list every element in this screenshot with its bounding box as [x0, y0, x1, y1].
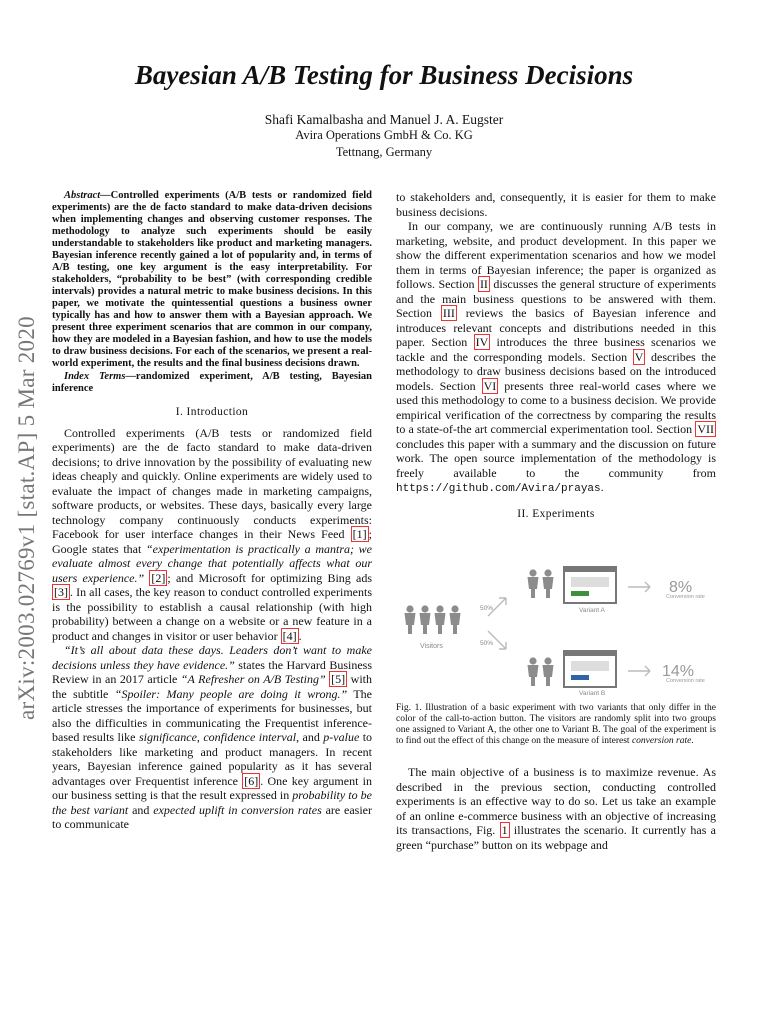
section-link[interactable]: VII: [697, 422, 714, 436]
arrow-right-icon: [628, 582, 650, 592]
abstract: [52, 190, 372, 370]
citation-link[interactable]: [3]: [54, 585, 68, 599]
abstract-text: —Controlled experiments (A/B tests or randomized field experiments) are the de facto standard to make data-driven decisions when implementing changes and observing customer responses. The methodology to analyze such experiments should be easily understandable to stakeholders like product and marketing managers. Bayesian inference recently gained a lot of popularity and, in terms of A/B testing, one key argument is the easy interpretability. For stakeholders, “probability to be best” (with corresponding credible intervals) provides a natural metric to make business decisions. In this paper, we motivate the quintessential questions a business owner typically has and how to answer them with a Bayesian approach. We present three experiment scenarios that are common in our company, how they are modeled in a Bayesian fashion, and how to use the models to draw business decisions. For each of the scenarios, we present a real-world experiment, the results and the final business decisions drawn.: [52, 190, 372, 369]
split-label-b: 50%: [480, 640, 494, 647]
text-run: In our company, we are continuously running A/B tests in marketing, website, and product development. In this paper we show the different experimentation scenarios and how we model them in terms of Bayesian inference; the paper is organized as follows. Section: [396, 219, 716, 291]
text-run: with the subtitle: [52, 672, 372, 701]
citation-link[interactable]: [6]: [244, 773, 259, 788]
arrow-right-icon: [628, 666, 650, 676]
paper-title: Bayesian A/B Testing for Business Decisions: [134, 60, 634, 90]
text-run: .: [600, 480, 604, 494]
section-link[interactable]: VI: [483, 378, 497, 393]
emphasis: conversion rate: [631, 736, 692, 746]
citation-link[interactable]: [4]: [282, 628, 297, 643]
webpage-b-titlebar: [564, 651, 616, 656]
webpage-a-content: [571, 577, 609, 587]
section-link[interactable]: II: [479, 277, 488, 291]
text-run: states the Harvard Business Review in an 2017 article: [52, 657, 372, 686]
section-link[interactable]: III: [442, 306, 455, 320]
experiment-diagram: [396, 531, 716, 697]
visitors-group-icon: [405, 605, 461, 634]
citation-link[interactable]: [5]: [331, 672, 346, 686]
split-label-a: 50%: [480, 605, 494, 612]
citation-link[interactable]: [1]: [352, 527, 367, 541]
experiments-paragraph-1: [396, 765, 716, 852]
section-heading-experiments: II. Experiments: [517, 507, 595, 520]
figure-1-caption: [396, 703, 716, 747]
text-run: illustrates the scenario. It currently has a green “purchase” button on its webpage and: [396, 823, 716, 852]
text-run: ; and Microsoft for optimizing Bing ads: [167, 570, 372, 585]
text-run: ,: [196, 730, 204, 744]
repository-url[interactable]: https://github.com/Avira/prayas: [396, 483, 601, 495]
left-column: [52, 190, 372, 832]
emphasis: expected uplift in conversion rates: [153, 802, 322, 817]
text-run: Fig. 1. Illustration of a basic experiment with two variants that only differ in the color of the call-to-action button. The visitors are randomly split into two groups one assigned to Variant A, the other one to Variant B. The goal of the experiment is to find out the effect of this change on the measure of interest: [396, 703, 716, 746]
variant-b-label: Variant B: [579, 690, 606, 697]
text-run: presents three real-world cases where we used this methodology to come to a business decision. We provide empirical verification of the correctness by comparing the results to a state-of-the art commercial experimentation tool. Section: [396, 378, 716, 436]
text-run: The article stresses the importance of experiments for businesses, but also the difficulties in communicating the Frequentist inference-based results like: [52, 686, 372, 744]
conversion-rate-a: 8%: [669, 579, 693, 596]
figure-link[interactable]: 1: [501, 823, 508, 837]
emphasis: probability to be the best variant: [52, 788, 372, 817]
figure-1: [396, 531, 716, 697]
text-run: are easier to communicate: [52, 802, 373, 831]
quote: “Spoiler: Many people are doing it wrong.”: [114, 686, 348, 701]
index-terms: [52, 371, 372, 395]
arxiv-stamp: arXiv:2003.02769v1 [stat.AP] 5 Mar 2020: [14, 316, 39, 720]
index-terms-lead: Index Terms: [64, 371, 126, 382]
webpage-b-content: [571, 661, 609, 671]
text-run: .: [691, 736, 694, 746]
location: Tettnang, Germany: [335, 145, 433, 159]
abstract-lead: Abstract: [64, 190, 101, 201]
section-link[interactable]: V: [634, 349, 644, 364]
text-run: Controlled experiments (A/B tests or randomized field experiments) are the de facto standard to make data-driven decisions; to drive innovation by the possibility of evaluating new ideas cheaply and quickly. Online experiments are widely used to evaluate the impact of changes made in marketing campaigns, software products, or websites. These days, basically every large technology company continuously conducts experiments: Facebook for user interface changes in their News Feed: [52, 425, 372, 541]
authors: Shafi Kamalbasha and Manuel J. A. Eugster: [264, 112, 504, 127]
right-paragraph-1: [396, 219, 716, 497]
right-paragraph-0: to stakeholders and, consequently, it is easier for them to make business decisions.: [396, 190, 716, 219]
section-link[interactable]: IV: [475, 335, 489, 349]
text-run: and: [128, 802, 154, 817]
text-run: . In all cases, the key reason to conduct controlled experiments is the possibility to establish a causal relationship (with high probability) between a change on a website or a new feature in a product and changes in visitor or user behavior: [52, 585, 372, 643]
section-heading-introduction: I. Introduction: [175, 406, 249, 418]
quote: “It’s all about data these days. Leaders don’t want to make decisions unless they have evidence.”: [52, 643, 372, 672]
conversion-rate-b: 14%: [662, 663, 695, 680]
text-run: describes the methodology to draw business decisions based on the introduced models. Section: [396, 349, 716, 393]
group-b-icon: [528, 657, 554, 686]
webpage-a-titlebar: [564, 567, 616, 572]
text-run: concludes this paper with a summary and the discussion on future work. The open source implementation of the methodology is freely available to the community from: [396, 436, 716, 480]
article-title: “A Refresher on A/B Testing”: [180, 672, 326, 686]
text-run: , and: [296, 730, 324, 744]
citation-link[interactable]: [2]: [151, 570, 166, 585]
text-run: ; Google states that: [52, 527, 372, 556]
conversion-rate-label-b: Conversion rate: [666, 678, 705, 684]
conversion-rate-label-a: Conversion rate: [666, 594, 705, 600]
text-run: . One key argument in our business setting is that the result expressed in: [52, 773, 372, 802]
text-run: introduces the three business scenarios we tackle and the corresponding models. Section: [396, 335, 716, 364]
text-run: discusses the general structure of experiments and the main business questions to be answered with them. Section: [396, 277, 716, 320]
index-terms-text: —randomized experiment, A/B testing, Bayesian inference: [52, 371, 372, 394]
text-run: .: [298, 628, 302, 643]
emphasis: p-value: [323, 730, 360, 744]
group-a-icon: [528, 569, 554, 598]
text-run: reviews the basics of Bayesian inference and introduces relevant concepts and distributions needed in this paper. Section: [396, 306, 716, 349]
purchase-button-blue: [571, 675, 589, 680]
intro-paragraph-1: [52, 426, 372, 644]
right-column: [396, 190, 716, 852]
text-run: The main objective of a business is to maximize revenue. As described in the previous section, conducting controlled experiments is an effective way to do so. Let us take an example of an online e-commerce business with an objective of increasing its transactions, Fig.: [396, 765, 716, 837]
purchase-button-green: [571, 591, 589, 596]
variant-a-label: Variant A: [579, 607, 605, 614]
intro-paragraph-2: [52, 643, 372, 832]
affiliation: Avira Operations GmbH & Co. KG: [295, 128, 473, 142]
emphasis: significance: [138, 730, 197, 744]
visitors-label: Visitors: [420, 643, 443, 650]
emphasis: confidence interval: [203, 730, 297, 744]
text-run: to stakeholders like marketing and product managers. In recent years, Bayesian inference gained popularity as it has several advantages over Frequentist inference: [52, 730, 373, 788]
quote: “experimentation is practically a mantra; we evaluate almost every change that potentially affects what our users experience.”: [52, 541, 372, 585]
